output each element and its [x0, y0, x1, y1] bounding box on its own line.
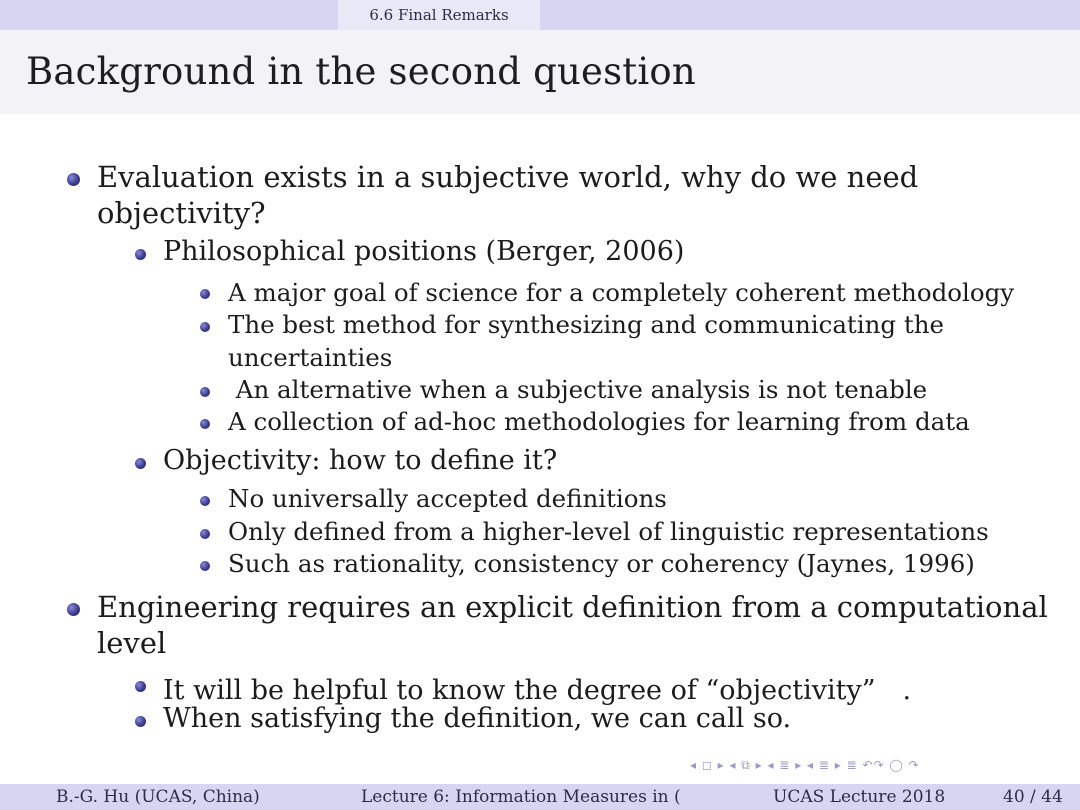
footer-bar — [0, 784, 1080, 810]
list-item: An alternative when a subjective analysis is not tenable — [228, 375, 928, 404]
list-item: No universally accepted definitions — [228, 484, 667, 513]
section-navigation-bar — [0, 0, 1080, 30]
slide-title: Background in the second question — [26, 50, 696, 93]
footer-venue: UCAS Lecture 2018 — [773, 787, 946, 807]
bullet-dot — [135, 458, 146, 469]
sub-bullet-text: It will be helpful to know the degree of “objectivity” . — [163, 675, 912, 706]
list-item: A major goal of science for a completely coherent methodology — [228, 278, 1015, 307]
footer-author: B.-G. Hu (UCAS, China) — [56, 787, 260, 807]
section-label[interactable]: 6.6 Final Remarks — [338, 0, 540, 30]
bullet-dot — [135, 681, 146, 692]
list-item-continued: uncertainties — [228, 343, 393, 372]
list-item: A collection of ad-hoc methodologies for learning from data — [228, 407, 970, 436]
bullet-text: Evaluation exists in a subjective world, why do we need — [97, 160, 919, 194]
bullet-dot — [67, 173, 80, 186]
bullet-text-continued: level — [97, 626, 167, 660]
bullet-dot — [200, 529, 210, 539]
title-band — [0, 30, 1080, 114]
footer-page-number: 40 / 44 — [1003, 787, 1063, 807]
bullet-dot — [200, 419, 210, 429]
bullet-dot — [200, 561, 210, 571]
bullet-text-continued: objectivity? — [97, 196, 266, 230]
sub-bullet-text: Objectivity: how to define it? — [163, 445, 558, 476]
bullet-dot — [200, 322, 210, 332]
bullet-dot — [200, 289, 210, 299]
list-item: The best method for synthesizing and communicating the — [228, 310, 944, 339]
bullet-dot — [200, 387, 210, 397]
beamer-navigation-controls[interactable]: ◂ ◻ ▸ ◂ ⧉ ▸ ◂ ≣ ▸ ◂ ≣ ▸ ≣ ↶↷ ◯ ↷ — [690, 758, 920, 772]
bullet-dot — [135, 249, 146, 260]
list-item: Such as rationality, consistency or coherency (Jaynes, 1996) — [228, 549, 975, 578]
list-item: Only defined from a higher-level of linguistic representations — [228, 517, 989, 546]
bullet-dot — [200, 496, 210, 506]
bullet-text: Engineering requires an explicit definition from a computational — [97, 590, 1048, 624]
bullet-dot — [135, 716, 146, 727]
sub-bullet-text: When satisfying the definition, we can call so. — [163, 703, 792, 734]
slide-content — [0, 114, 1080, 784]
bullet-dot — [67, 603, 80, 616]
footer-lecture-title: Lecture 6: Information Measures in ( — [361, 787, 681, 807]
sub-bullet-text: Philosophical positions (Berger, 2006) — [163, 236, 685, 267]
